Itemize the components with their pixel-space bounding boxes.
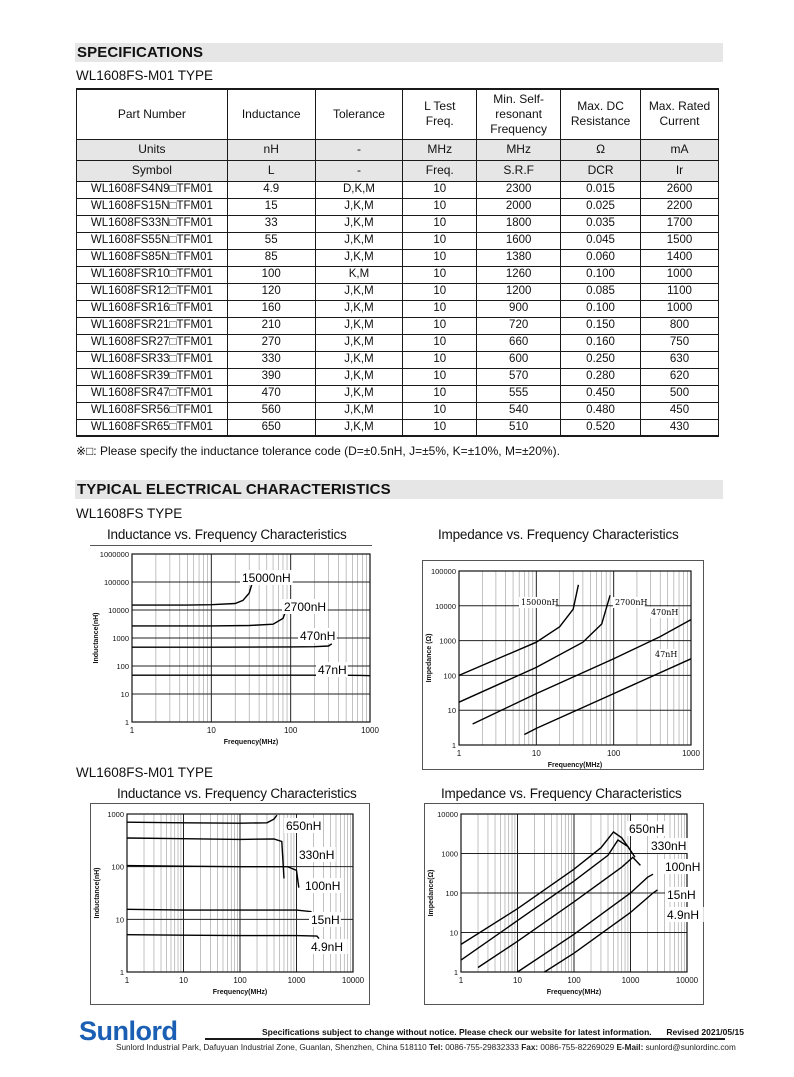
series-label: 47nH (655, 650, 678, 659)
y-tick-label: 100 (445, 889, 458, 898)
units-cell: - (315, 139, 403, 160)
y-axis-label: Inductance(nH) (94, 867, 101, 919)
series-label: 4.9nH (311, 940, 344, 954)
x-tick-label: 1000 (621, 976, 640, 985)
spec-cell: 120 (227, 283, 315, 300)
symbol-cell: Ir (641, 160, 719, 181)
units-cell: Units (77, 139, 228, 160)
email-label: E-Mail: (616, 1043, 644, 1052)
y-tick-label: 1 (119, 968, 124, 977)
header-test-freq (403, 89, 477, 139)
impedance-chart-m01 (424, 803, 704, 1005)
spec-cell: 1000 (641, 300, 719, 317)
x-tick-label: 10 (206, 726, 216, 735)
table-row (77, 283, 719, 300)
table-row (77, 317, 719, 334)
spec-cell: 0.250 (561, 351, 641, 368)
units-cell: nH (227, 139, 315, 160)
y-tick-label: 10 (447, 706, 456, 716)
x-axis-label: Frequency(MHz) (546, 989, 602, 996)
series-label: 330nH (651, 839, 687, 853)
tolerance-footnote: ※□: Please specify the inductance tolerance code (D=±0.5nH, J=±5%, K=±10%, M=±20%). (76, 444, 560, 458)
series-line (127, 815, 277, 823)
header-rated-current (641, 89, 719, 139)
x-tick-label: 10000 (675, 976, 699, 985)
spec-cell: 10 (403, 249, 477, 266)
revised-date: Revised 2021/05/15 (666, 1027, 744, 1037)
part-number-cell: WL1608FS4N9□TFM01 (77, 181, 228, 198)
chart-svg (423, 561, 705, 771)
table-row (77, 402, 719, 419)
series-label: 470nH (651, 608, 679, 617)
x-tick-label: 100 (283, 726, 298, 735)
specifications-table (76, 88, 719, 437)
header-inductance: Inductance (227, 89, 315, 139)
spec-cell: 10 (403, 300, 477, 317)
part-number-cell: WL1608FS55N□TFM01 (77, 232, 228, 249)
y-tick-label: 1000 (107, 810, 124, 819)
spec-cell: 560 (227, 402, 315, 419)
y-tick-label: 10000 (437, 810, 458, 819)
table-row (77, 351, 719, 368)
chart-svg (425, 804, 705, 1006)
spec-cell: 1000 (641, 266, 719, 283)
x-tick-label: 10 (531, 749, 541, 758)
x-tick-label: 1 (456, 749, 462, 758)
series-line (132, 644, 332, 647)
series-line (524, 659, 691, 735)
spec-cell: J,K,M (315, 419, 403, 436)
sunlord-logo: Sunlord (79, 1016, 178, 1046)
spec-cell: 15 (227, 198, 315, 215)
series-line (478, 857, 640, 967)
spec-cell: J,K,M (315, 215, 403, 232)
series-label: 15000nH (242, 571, 291, 585)
units-cell: Ω (561, 139, 641, 160)
table-row (77, 368, 719, 385)
series-label: 100nH (665, 860, 701, 874)
y-tick-label: 100 (116, 662, 129, 671)
y-tick-label: 100000 (103, 578, 129, 587)
spec-cell: 390 (227, 368, 315, 385)
series-line (127, 866, 299, 888)
x-tick-label: 100 (233, 976, 247, 985)
series-line (461, 832, 631, 944)
chart-title-4: Impedance vs. Frequency Characteristics (441, 786, 682, 801)
units-row (77, 139, 719, 160)
y-tick-label: 100 (443, 671, 456, 681)
spec-cell: 2200 (641, 198, 719, 215)
series-label: 470nH (300, 629, 336, 643)
part-number-cell: WL1608FSR56□TFM01 (77, 402, 228, 419)
x-tick-label: 1 (124, 976, 130, 985)
spec-cell: 10 (403, 283, 477, 300)
spec-cell: 1380 (477, 249, 561, 266)
spec-cell: 0.025 (561, 198, 641, 215)
part-number-cell: WL1608FSR10□TFM01 (77, 266, 228, 283)
table-row (77, 300, 719, 317)
series-label: 15nH (667, 888, 696, 902)
spec-cell: 4.9 (227, 181, 315, 198)
spec-cell: 800 (641, 317, 719, 334)
spec-cell: 160 (227, 300, 315, 317)
x-tick-label: 1000 (287, 976, 306, 985)
y-tick-label: 10 (115, 915, 124, 925)
part-number-cell: WL1608FSR12□TFM01 (77, 283, 228, 300)
spec-cell: 450 (641, 402, 719, 419)
spec-cell: 1500 (641, 232, 719, 249)
spec-cell: 330 (227, 351, 315, 368)
spec-cell: J,K,M (315, 283, 403, 300)
symbol-cell: L (227, 160, 315, 181)
spec-cell: 510 (477, 419, 561, 436)
chart-svg (90, 546, 379, 754)
spec-cell: 900 (477, 300, 561, 317)
footer-notice (262, 1027, 744, 1037)
series-label: 330nH (299, 848, 335, 862)
symbol-cell: Symbol (77, 160, 228, 181)
header-test-freq-text: L Test Freq. (424, 99, 456, 129)
y-tick-label: 1 (124, 718, 129, 727)
spec-cell: 620 (641, 368, 719, 385)
series-label: 2700nH (284, 600, 327, 614)
series-line (459, 585, 578, 676)
part-number-cell: WL1608FS33N□TFM01 (77, 215, 228, 232)
part-number-cell: WL1608FSR33□TFM01 (77, 351, 228, 368)
chart-svg (91, 804, 371, 1006)
series-line (132, 608, 287, 626)
x-tick-label: 10000 (341, 976, 365, 985)
spec-cell: 1800 (477, 215, 561, 232)
spec-cell: J,K,M (315, 300, 403, 317)
address-text: Sunlord Industrial Park, Dafuyuan Industrial Zone, Guanlan, Shenzhen, China 518110 (116, 1043, 427, 1052)
spec-data-body (77, 181, 719, 436)
y-tick-label: 10 (120, 690, 129, 699)
series-line (461, 840, 635, 960)
spec-cell: 660 (477, 334, 561, 351)
part-number-cell: WL1608FS85N□TFM01 (77, 249, 228, 266)
header-tolerance: Tolerance (315, 89, 403, 139)
characteristics-heading: TYPICAL ELECTRICAL CHARACTERISTICS (77, 481, 391, 498)
x-tick-label: 1 (129, 726, 135, 735)
header-srf-text: Min. Self-resonant Frequency (490, 91, 547, 136)
spec-cell: 500 (641, 385, 719, 402)
spec-cell: 1700 (641, 215, 719, 232)
spec-cell: J,K,M (315, 232, 403, 249)
x-axis-label: Frequency(MHz) (223, 739, 279, 746)
spec-cell: 720 (477, 317, 561, 334)
spec-cell: 630 (641, 351, 719, 368)
spec-cell: 600 (477, 351, 561, 368)
spec-cell: 0.480 (561, 402, 641, 419)
spec-cell: 0.045 (561, 232, 641, 249)
spec-cell: 0.100 (561, 266, 641, 283)
units-cell: MHz (477, 139, 561, 160)
y-tick-label: 100000 (430, 567, 456, 576)
x-tick-label: 100 (606, 749, 621, 758)
spec-cell: 0.100 (561, 300, 641, 317)
spec-cell: 10 (403, 402, 477, 419)
spec-cell: 0.015 (561, 181, 641, 198)
spec-cell: 10 (403, 368, 477, 385)
spec-cell: 10 (403, 385, 477, 402)
spec-cell: D,K,M (315, 181, 403, 198)
header-rated-current-text: Max. Rated Current (648, 99, 711, 129)
spec-cell: J,K,M (315, 198, 403, 215)
part-number-cell: WL1608FSR27□TFM01 (77, 334, 228, 351)
spec-cell: 0.160 (561, 334, 641, 351)
series-line (518, 874, 654, 972)
inductance-chart-fs (90, 545, 379, 753)
chart-title-2: Impedance vs. Frequency Characteristics (438, 527, 679, 542)
impedance-chart-fs (422, 560, 704, 770)
spec-cell: 10 (403, 181, 477, 198)
spec-cell: 470 (227, 385, 315, 402)
spec-cell: 0.085 (561, 283, 641, 300)
chart-title-3: Inductance vs. Frequency Characteristics (117, 786, 357, 801)
spec-cell: 10 (403, 419, 477, 436)
y-tick-label: 1 (453, 968, 458, 977)
spec-cell: 555 (477, 385, 561, 402)
spec-cell: 2600 (641, 181, 719, 198)
spec-cell: J,K,M (315, 249, 403, 266)
table-row (77, 419, 719, 436)
series-line (127, 838, 284, 878)
specifications-heading: SPECIFICATIONS (77, 44, 204, 61)
type1-label: WL1608FS TYPE (76, 506, 183, 521)
x-tick-label: 1000 (361, 726, 379, 735)
y-tick-label: 100 (111, 862, 124, 872)
fax-label: Fax: (521, 1043, 539, 1052)
footer-divider (205, 1038, 725, 1040)
spec-cell: 2300 (477, 181, 561, 198)
spec-cell: 100 (227, 266, 315, 283)
x-tick-label: 100 (567, 976, 581, 985)
spec-cell: J,K,M (315, 368, 403, 385)
header-part-number: Part Number (77, 89, 228, 139)
email-address: sunlord@sunlordinc.com (645, 1043, 736, 1052)
spec-cell: 33 (227, 215, 315, 232)
spec-cell: J,K,M (315, 385, 403, 402)
table-row (77, 266, 719, 283)
spec-cell: 1600 (477, 232, 561, 249)
spec-cell: 1400 (641, 249, 719, 266)
spec-cell: 750 (641, 334, 719, 351)
spec-cell: 10 (403, 334, 477, 351)
spec-cell: 430 (641, 419, 719, 436)
units-cell: mA (641, 139, 719, 160)
series-label: 4.9nH (667, 908, 700, 922)
fax-number: 0086-755-82269029 (540, 1043, 615, 1052)
spec-cell: J,K,M (315, 402, 403, 419)
y-axis-label: Impedance(Ω) (428, 869, 435, 917)
spec-cell: J,K,M (315, 317, 403, 334)
series-label: 100nH (305, 879, 341, 893)
symbol-cell: S.R.F (477, 160, 561, 181)
spec-cell: 2000 (477, 198, 561, 215)
spec-cell: J,K,M (315, 351, 403, 368)
x-axis-label: Frequency(MHz) (547, 762, 603, 769)
y-tick-label: 10 (449, 928, 458, 938)
series-line (127, 909, 314, 919)
spec-cell: 0.280 (561, 368, 641, 385)
spec-cell: 210 (227, 317, 315, 334)
part-number-cell: WL1608FSR47□TFM01 (77, 385, 228, 402)
spec-cell: 10 (403, 215, 477, 232)
units-cell: MHz (403, 139, 477, 160)
y-tick-label: 1000 (112, 634, 129, 643)
y-tick-label: 10000 (435, 601, 456, 611)
spec-cell: 10 (403, 351, 477, 368)
x-axis-label: Frequency(MHz) (212, 989, 268, 996)
y-tick-label: 1000000 (99, 550, 129, 559)
footer-address (116, 1043, 736, 1052)
series-line (132, 582, 253, 605)
symbol-row (77, 160, 719, 181)
header-srf (477, 89, 561, 139)
spec-cell: 55 (227, 232, 315, 249)
part-number-cell: WL1608FSR65□TFM01 (77, 419, 228, 436)
series-label: 47nH (318, 663, 347, 677)
table-row (77, 181, 719, 198)
spec-type-label: WL1608FS-M01 TYPE (76, 68, 214, 83)
spec-cell: 10 (403, 232, 477, 249)
spec-cell: K,M (315, 266, 403, 283)
spec-cell: 10 (403, 266, 477, 283)
symbol-cell: - (315, 160, 403, 181)
spec-cell: 540 (477, 402, 561, 419)
table-row (77, 385, 719, 402)
series-label: 650nH (286, 819, 322, 833)
y-tick-label: 1000 (439, 636, 456, 646)
spec-cell: J,K,M (315, 334, 403, 351)
series-label: 650nH (629, 822, 665, 836)
series-label: 15000nH (521, 598, 559, 607)
x-tick-label: 10 (513, 976, 522, 985)
type2-label: WL1608FS-M01 TYPE (76, 765, 214, 780)
symbol-cell: DCR (561, 160, 641, 181)
spec-cell: 0.150 (561, 317, 641, 334)
y-axis-label: Inductance(nH) (93, 612, 100, 664)
spec-cell: 270 (227, 334, 315, 351)
spec-cell: 0.060 (561, 249, 641, 266)
x-tick-label: 1 (458, 976, 464, 985)
header-dcr (561, 89, 641, 139)
series-line (459, 595, 610, 702)
spec-cell: 85 (227, 249, 315, 266)
spec-cell: 570 (477, 368, 561, 385)
x-tick-label: 10 (179, 976, 188, 985)
x-tick-label: 1000 (682, 749, 700, 758)
part-number-cell: WL1608FSR16□TFM01 (77, 300, 228, 317)
y-tick-label: 10000 (108, 606, 129, 615)
spec-cell: 0.450 (561, 385, 641, 402)
series-label: 2700nH (615, 598, 648, 607)
tel-label: Tel: (429, 1043, 443, 1052)
table-row (77, 198, 719, 215)
part-number-cell: WL1608FS15N□TFM01 (77, 198, 228, 215)
specifications-heading-bar (75, 43, 723, 62)
spec-cell: 1100 (641, 283, 719, 300)
tel-number: 0086-755-29832333 (445, 1043, 519, 1052)
spec-cell: 0.035 (561, 215, 641, 232)
characteristics-heading-bar (75, 480, 723, 499)
spec-cell: 1200 (477, 283, 561, 300)
table-row (77, 215, 719, 232)
header-dcr-text: Max. DC Resistance (570, 99, 631, 129)
symbol-cell: Freq. (403, 160, 477, 181)
spec-cell: 10 (403, 198, 477, 215)
y-tick-label: 1000 (441, 849, 458, 859)
spec-cell: 1260 (477, 266, 561, 283)
part-number-cell: WL1608FSR21□TFM01 (77, 317, 228, 334)
inductance-chart-m01 (90, 803, 370, 1005)
y-tick-label: 1 (451, 741, 456, 750)
table-row (77, 334, 719, 351)
spec-cell: 10 (403, 317, 477, 334)
table-header-row (77, 89, 719, 139)
notice-text: Specifications subject to change without notice. Please check our website for latest information. (262, 1027, 652, 1037)
part-number-cell: WL1608FSR39□TFM01 (77, 368, 228, 385)
spec-cell: 0.520 (561, 419, 641, 436)
table-row (77, 249, 719, 266)
y-axis-label: Impedance (Ω) (426, 633, 433, 683)
series-label: 15nH (311, 913, 340, 927)
table-row (77, 232, 719, 249)
spec-cell: 650 (227, 419, 315, 436)
chart-title-1: Inductance vs. Frequency Characteristics (107, 527, 347, 542)
